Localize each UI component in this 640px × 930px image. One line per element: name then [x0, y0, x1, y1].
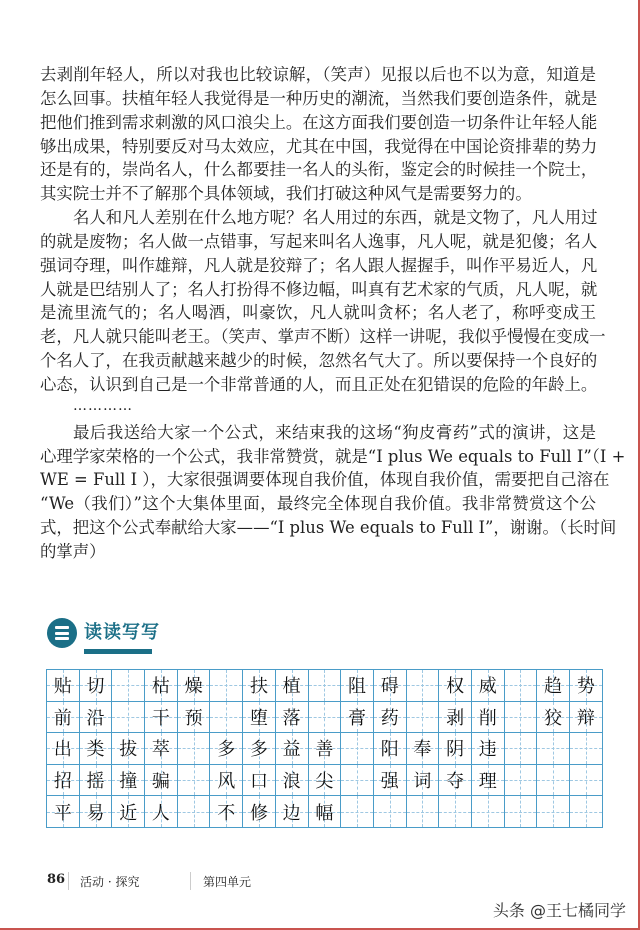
footer-section: 活动 · 探究 [80, 875, 140, 889]
grid-cell [112, 702, 145, 734]
text-line: “We（我们）”这个大集体里面，最终完全体现自我价值。我非常赞赏这个公 [40, 494, 596, 514]
grid-character: 削 [478, 707, 497, 729]
grid-character: 类 [86, 739, 105, 761]
grid-cell [80, 670, 113, 702]
grid-cell [276, 670, 309, 702]
grid-character: 幅 [315, 802, 334, 824]
grid-character: 枯 [151, 676, 170, 698]
grid-cell [407, 765, 440, 797]
grid-cell [505, 670, 538, 702]
grid-cell [47, 796, 80, 828]
grid-cell [407, 670, 440, 702]
grid-cell [210, 765, 243, 797]
grid-cell [243, 765, 276, 797]
ellipsis: ………… [73, 397, 133, 414]
grid-cell [80, 765, 113, 797]
grid-cell [570, 670, 603, 702]
grid-character: 奉 [413, 739, 432, 761]
grid-cell [407, 733, 440, 765]
text-line: 还是有的，崇尚名人，什么都要挂一名人的头衔，鉴定会的时候挂一个院士， [40, 160, 598, 180]
grid-cell [341, 702, 374, 734]
grid-cell [309, 670, 342, 702]
grid-cell [374, 733, 407, 765]
grid-cell [210, 796, 243, 828]
grid-character: 修 [249, 802, 268, 824]
grid-character: 多 [249, 739, 268, 761]
grid-cell [178, 733, 211, 765]
grid-cell [472, 702, 505, 734]
grid-cell [47, 765, 80, 797]
grid-character: 理 [478, 771, 497, 793]
grid-character: 易 [86, 802, 105, 824]
grid-cell [178, 670, 211, 702]
grid-character: 阻 [348, 676, 367, 698]
grid-cell [145, 670, 178, 702]
grid-cell [537, 765, 570, 797]
text-line: 老，凡人就只能叫老王。（笑声、掌声不断）这样一讲呢，我似乎慢慢在变成一 [40, 327, 606, 347]
footer-divider [190, 872, 191, 890]
grid-cell [80, 796, 113, 828]
grid-cell [439, 702, 472, 734]
grid-character: 贴 [53, 676, 72, 698]
grid-cell [145, 733, 178, 765]
text-line: 是流里流气的；名人喝酒，叫豪饮，凡人就叫贪杯；名人老了，称呼变成王 [40, 303, 596, 323]
grid-character: 多 [217, 739, 236, 761]
grid-character: 燥 [184, 676, 203, 698]
grid-cell [505, 765, 538, 797]
grid-cell [374, 765, 407, 797]
grid-cell [243, 670, 276, 702]
text-line: 够出成果，特别要反对马太效应，尤其在中国，我觉得在中国论资排辈的势力 [40, 136, 598, 156]
grid-character: 预 [184, 707, 203, 729]
grid-cell [374, 796, 407, 828]
grid-cell [243, 796, 276, 828]
grid-cell [505, 733, 538, 765]
grid-cell [505, 796, 538, 828]
grid-character: 狡 [544, 707, 563, 729]
grid-cell [112, 765, 145, 797]
grid-cell [145, 702, 178, 734]
grid-character: 夺 [446, 771, 465, 793]
grid-cell [537, 670, 570, 702]
grid-character: 撞 [119, 771, 138, 793]
grid-character: 浪 [282, 771, 301, 793]
grid-cell [570, 765, 603, 797]
grid-character: 摇 [86, 771, 105, 793]
grid-character: 拔 [119, 739, 138, 761]
grid-cell [439, 796, 472, 828]
grid-cell [472, 796, 505, 828]
grid-cell [472, 765, 505, 797]
grid-cell [243, 702, 276, 734]
grid-cell [439, 765, 472, 797]
grid-cell [210, 733, 243, 765]
grid-cell [439, 670, 472, 702]
grid-character: 扶 [249, 676, 268, 698]
grid-cell [243, 733, 276, 765]
grid-character: 威 [478, 676, 497, 698]
grid-character: 益 [282, 739, 301, 761]
grid-cell [276, 702, 309, 734]
vocabulary-grid [46, 669, 603, 828]
grid-cell [210, 670, 243, 702]
circled-three-icon [47, 618, 77, 648]
body-text [40, 63, 626, 564]
grid-cell [472, 733, 505, 765]
grid-cell [472, 670, 505, 702]
grid-character: 膏 [348, 707, 367, 729]
grid-character: 干 [151, 707, 170, 729]
text-line: 最后我送给大家一个公式，来结束我的这场“狗皮膏药”式的演讲，这是 [73, 422, 596, 442]
grid-character: 前 [53, 707, 72, 729]
grid-character: 剥 [446, 707, 465, 729]
grid-character: 堕 [249, 707, 268, 729]
grid-character: 不 [217, 802, 236, 824]
text-line: 心态，认识到自己是一个非常普通的人，而且正处在犯错误的危险的年龄上。 [40, 374, 598, 394]
footer-unit: 第四单元 [203, 875, 252, 889]
grid-character: 萃 [151, 739, 170, 761]
footer-divider [68, 872, 69, 890]
text-line: WE = Full I ），大家很强调要体现自我价值，体现自我价值，需要把自己溶在 [40, 470, 610, 490]
grid-character: 强 [380, 771, 399, 793]
grid-cell [276, 733, 309, 765]
grid-cell [80, 733, 113, 765]
grid-cell [570, 702, 603, 734]
page-number: 86 [47, 872, 66, 887]
grid-character: 骗 [151, 771, 170, 793]
grid-cell [112, 796, 145, 828]
grid-character: 植 [282, 676, 301, 698]
grid-character: 近 [119, 802, 138, 824]
grid-character: 沿 [86, 707, 105, 729]
text-line: 人就是巴结别人了；名人打扮得不修边幅，叫真有艺术家的气质，凡人呢，就 [40, 279, 598, 299]
grid-character: 词 [413, 771, 432, 793]
grid-cell [47, 702, 80, 734]
grid-character: 势 [576, 676, 595, 698]
text-line: 个名人了，在我贡献越来越少的时候，忽然名气大了。所以要保持一个良好的 [40, 351, 598, 371]
grid-cell [112, 733, 145, 765]
grid-character: 出 [53, 739, 72, 761]
grid-cell [570, 733, 603, 765]
grid-cell [407, 702, 440, 734]
text-line: 的掌声） [40, 541, 106, 561]
text-line: 其实院士并不了解那个具体领域，我们打破这种风气是需要努力的。 [40, 184, 532, 204]
grid-cell [341, 796, 374, 828]
grid-cell [537, 733, 570, 765]
grid-cell [80, 702, 113, 734]
text-line: 把他们推到需求刺激的风口浪尖上。在这方面我们要创造一切条件让年轻人能 [40, 112, 598, 132]
grid-character: 招 [53, 771, 72, 793]
grid-cell [309, 796, 342, 828]
grid-cell [276, 765, 309, 797]
title-underline [84, 649, 152, 654]
text-line: 去剥削年轻人，所以对我也比较谅解，（笑声）见报以后也不以为意，知道是 [40, 65, 596, 84]
grid-character: 趋 [544, 676, 563, 698]
grid-cell [178, 765, 211, 797]
grid-cell [47, 670, 80, 702]
text-line: 怎么回事。扶植年轻人我觉得是一种历史的潮流，当然我们要创造条件，就是 [40, 88, 598, 108]
text-line: 名人和凡人差别在什么地方呢？名人用过的东西，就是文物了，凡人用过 [73, 208, 598, 228]
grid-cell [341, 765, 374, 797]
grid-cell [309, 733, 342, 765]
grid-character: 落 [282, 707, 301, 729]
grid-character: 口 [249, 771, 268, 793]
grid-character: 碍 [380, 676, 399, 698]
grid-character: 平 [53, 802, 72, 824]
grid-cell [309, 765, 342, 797]
text-line: 式，把这个公式奉献给大家——“I plus We equals to Full I”，谢谢。（长时间 [40, 518, 617, 538]
grid-cell [178, 796, 211, 828]
grid-character: 人 [151, 802, 170, 824]
grid-cell [537, 702, 570, 734]
grid-cell [505, 702, 538, 734]
grid-character: 辩 [576, 707, 595, 729]
grid-cell [374, 670, 407, 702]
grid-cell [47, 733, 80, 765]
grid-cell [309, 702, 342, 734]
grid-character: 切 [86, 676, 105, 698]
grid-cell [145, 765, 178, 797]
grid-character: 边 [282, 802, 301, 824]
text-line: 强词夺理，叫作雄辩，凡人就是狡辩了；名人跟人握握手，叫作平易近人，凡 [40, 255, 598, 275]
grid-character: 药 [380, 707, 399, 729]
grid-cell [276, 796, 309, 828]
grid-character: 阳 [380, 739, 399, 761]
page-footer [0, 872, 640, 892]
grid-cell [407, 796, 440, 828]
grid-character: 尖 [315, 771, 334, 793]
grid-cell [374, 702, 407, 734]
grid-cell [341, 733, 374, 765]
text-line: 心理学家荣格的一个公式，我非常赞赏，就是“I plus We equals to Full I”（I + [40, 446, 626, 466]
grid-cell [341, 670, 374, 702]
grid-character: 善 [315, 739, 334, 761]
grid-cell [210, 702, 243, 734]
grid-cell [439, 733, 472, 765]
watermark: 头条 @王七橘同学 [492, 901, 626, 920]
grid-character: 权 [446, 676, 465, 698]
text-line: 的就是废物；名人做一点错事，写起来叫名人逸事，凡人呢，就是犯傻；名人 [40, 231, 598, 251]
grid-cell [178, 702, 211, 734]
grid-cell [145, 796, 178, 828]
section-title: 读读写写 [84, 622, 160, 643]
grid-character: 违 [478, 739, 497, 761]
grid-cell [570, 796, 603, 828]
grid-character: 阴 [446, 739, 465, 761]
grid-cell [112, 670, 145, 702]
grid-cell [537, 796, 570, 828]
grid-character: 风 [217, 771, 236, 793]
